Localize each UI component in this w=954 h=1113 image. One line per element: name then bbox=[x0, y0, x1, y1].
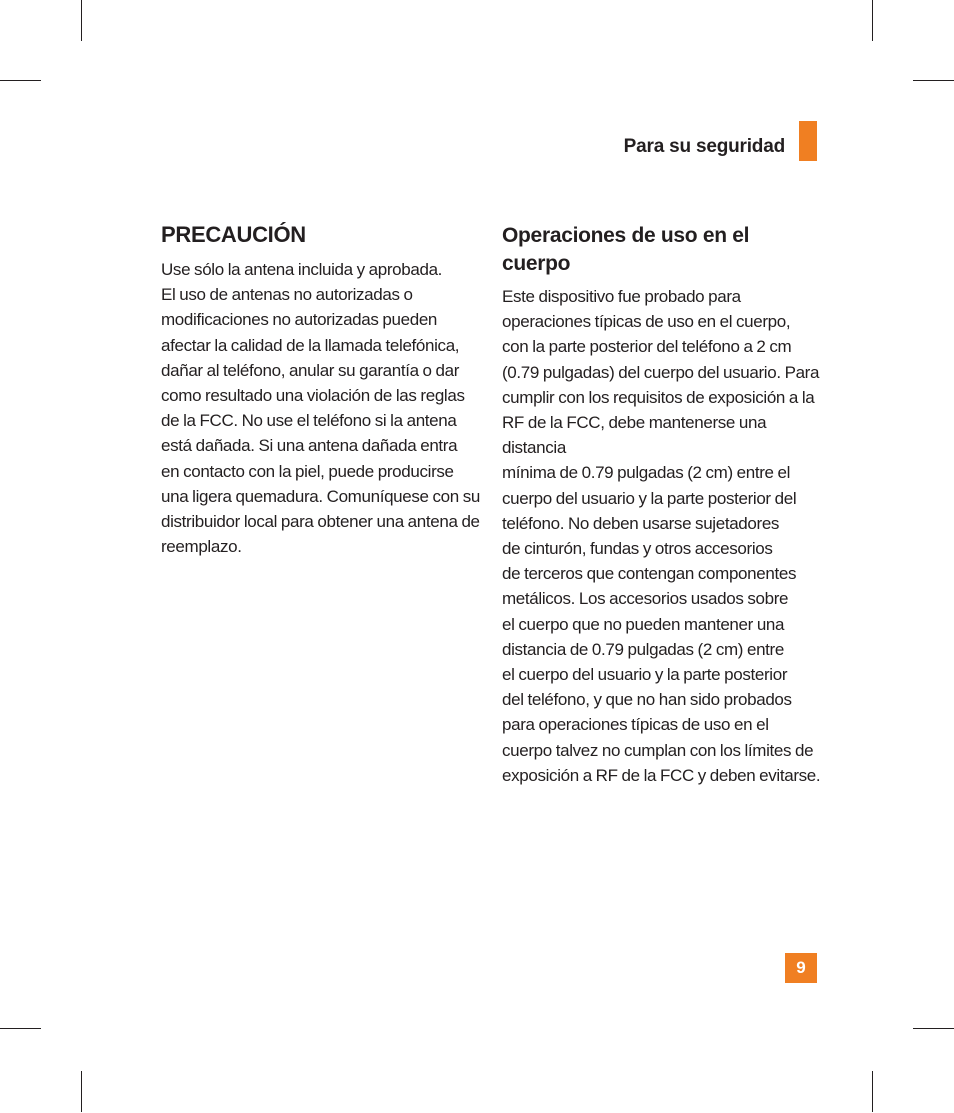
precaution-body: Use sólo la antena incluida y aprobada. El uso de antenas no autorizadas o modificaciones no autorizadas pueden afectar la calidad de la llamada telefónica, dañar al teléfono, anular su garantía o dar como resultado una violación de las reglas de la FCC. No use el teléfono si la antena está dañada. Si una antena dañada entra en contacto con la piel, puede producirse una ligera quemadura. Comuníquese con su distribuidor local para obtener una antena de reemplazo. bbox=[161, 260, 480, 557]
body-worn-body: Este dispositivo fue probado para operaciones típicas de uso en el cuerpo, con la parte posterior del teléfono a 2 cm (0.79 pulgadas) del cuerpo del usuario. Para cumplir con los requisitos de exposición a la RF de la FCC, debe mantenerse una distancia mínima de 0.79 pulgadas (2 cm) entre el cuerpo del usuario y la parte posterior del teléfono. No deben usarse sujetadores de cinturón, fundas y otros accesorios de terceros que contengan componentes metálicos. Los accesorios usados sobre el cuerpo que no pueden mantener una distancia de 0.79 pulgadas (2 cm) entre el cuerpo del usuario y la parte posterior del teléfono, y que no han sido probados para operaciones típicas de uso en el cuerpo talvez no cumplan con los límites de exposición a RF de la FCC y deben evitarse. bbox=[502, 287, 821, 785]
crop-mark-top-left-horizontal bbox=[0, 80, 41, 81]
crop-mark-top-right-horizontal bbox=[913, 80, 954, 81]
crop-mark-bottom-left-vertical bbox=[81, 1071, 82, 1112]
crop-mark-bottom-right-horizontal bbox=[913, 1028, 954, 1029]
crop-mark-bottom-right-vertical bbox=[872, 1071, 873, 1112]
page-number-badge: 9 bbox=[785, 953, 817, 983]
section-header-title: Para su seguridad bbox=[623, 136, 785, 157]
header-accent-tab bbox=[799, 121, 817, 161]
crop-mark-top-right-vertical bbox=[872, 0, 873, 41]
crop-mark-top-left-vertical bbox=[81, 0, 82, 41]
crop-mark-bottom-left-horizontal bbox=[0, 1028, 41, 1029]
precaution-heading: PRECAUCIÓN bbox=[161, 222, 306, 247]
body-worn-heading: Operaciones de uso en el cuerpo bbox=[502, 224, 750, 275]
